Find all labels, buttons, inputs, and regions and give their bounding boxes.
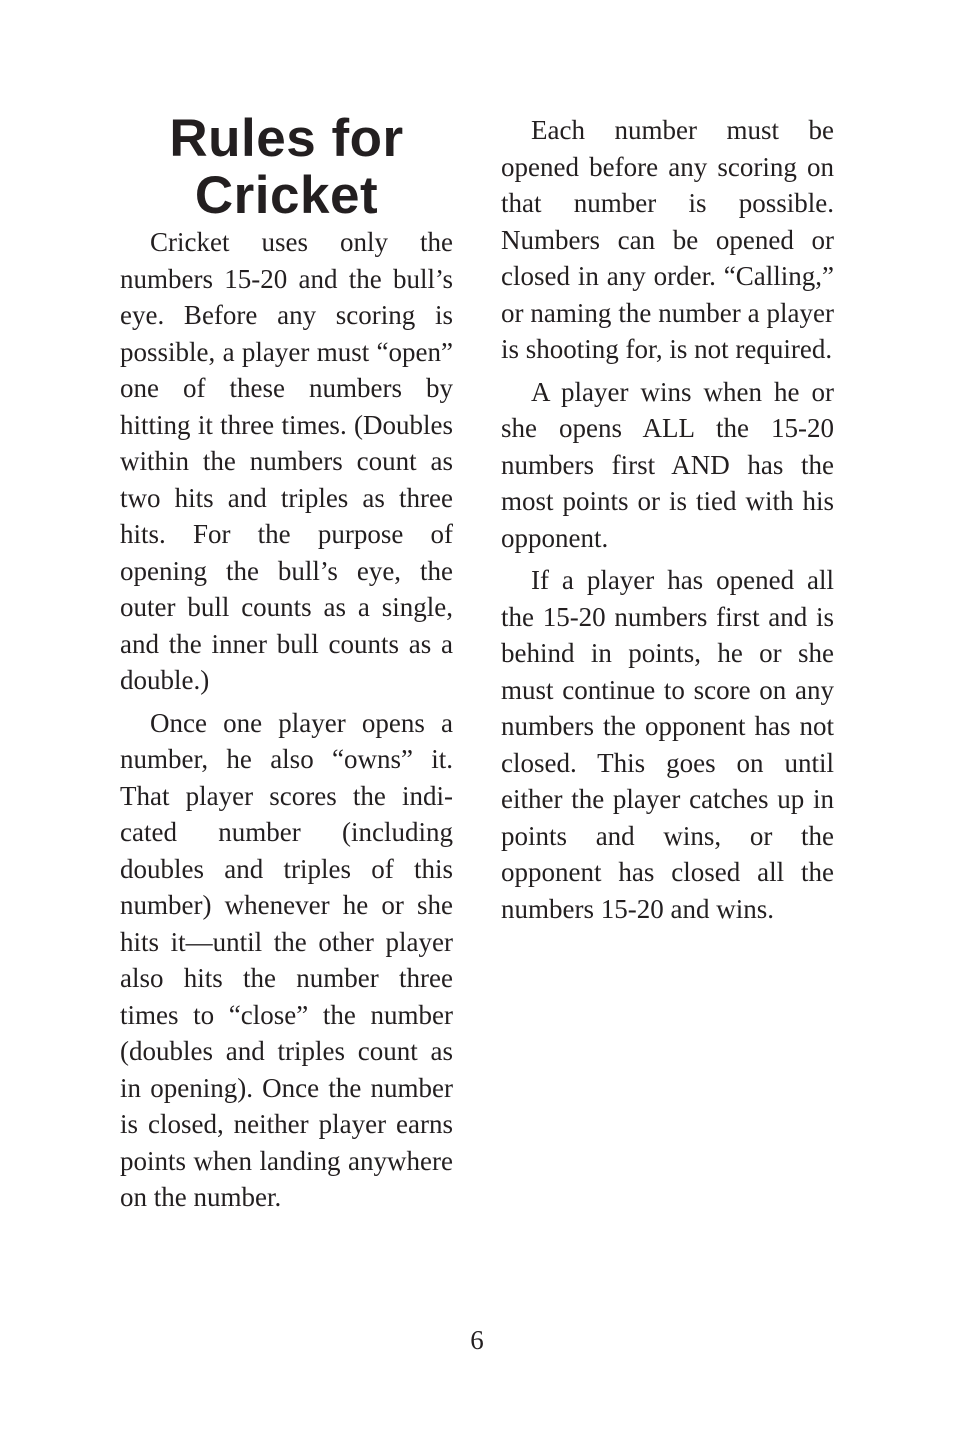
- paragraph-owning: Once one player opens a number, he also “owns” it. That player scores the indicated number (including doubles and triples of this number) whenever he or she hits it—until the other player also hits the number three times to “close” the number (doubles and triples count as in opening). Once the number is closed, neither player earns points when landing anywhere on the number.: [120, 707, 453, 1212]
- page-number: 6: [470, 1325, 484, 1355]
- title-line-2: Cricket: [194, 166, 379, 225]
- paragraph-behind-in-points: If a player has opened all the 15-20 numbers first and is behind in points, he or she must continue to score on any numbers the opponent has not closed. This goes on until either the player catches up in points and wins, or the opponent has closed all the numbers 15-20 and wins.: [501, 565, 834, 924]
- left-column: [120, 110, 453, 1222]
- right-column: [501, 112, 834, 933]
- page-title: [120, 110, 453, 224]
- paragraph-opening-order: Each number must be opened before any scoring on that number is possible. Numbers can be opened or closed in any order. “Calling,” or naming the number a player is shooting for, is not required.: [501, 115, 834, 364]
- paragraph-intro: Cricket uses only the numbers 15-20 and the bull’s eye. Before any scoring is possible, a player must “open” one of these numbers by hitting it three times. (Doubles within the numbers count as two hits and triples as three hits. For the purpose of opening the bull’s eye, the outer bull counts as a single, and the inner bull counts as a double.): [120, 227, 453, 695]
- title-line-1: Rules for: [169, 109, 404, 168]
- paragraph-winning: A player wins when he or she opens ALL the 15-20 numbers first AND has the most points or is tied with his opponent.: [501, 376, 834, 553]
